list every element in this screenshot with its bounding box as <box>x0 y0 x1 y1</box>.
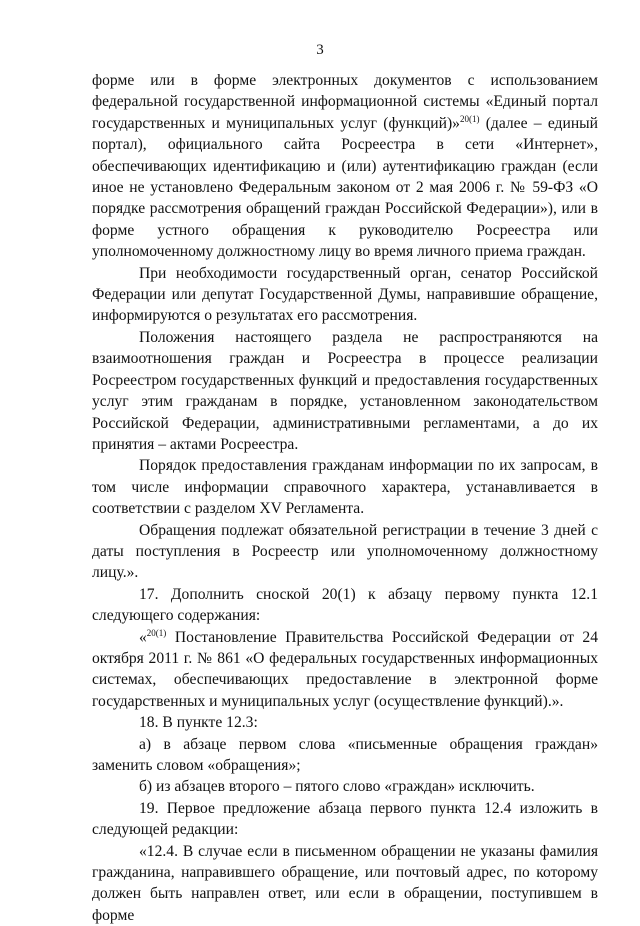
document-body <box>92 70 598 926</box>
paragraph-p2 <box>92 263 598 327</box>
paragraph-text: Постановление Правительства Российской Федерации от 24 октября 2011 г. № 861 «О федеральных государственных информационных системах, обеспечивающих предоставление в электронной форме государственных и муниципальных услуг (осуществление функций).». <box>92 628 598 710</box>
paragraph-text: форме или в форме электронных документов с использованием федеральной государственной информационной системы «Единый портал государственных и муниципальных услуг (функций)» <box>92 72 598 132</box>
paragraph-text: 19. Первое предложение абзаца первого пункта 12.4 изложить в следующей редакции: <box>92 799 598 839</box>
paragraph-p3 <box>92 327 598 455</box>
footnote-ref: 20(1) <box>146 627 167 638</box>
paragraph-p12 <box>92 841 598 926</box>
paragraph-text: Порядок предоставления гражданам информации по их запросам, в том числе информации справочного характера, устанавливается в соответствии с разделом XV Регламента. <box>92 457 598 518</box>
paragraph-text: Обращения подлежат обязательной регистрации в течение 3 дней с даты поступления в Росреестр или уполномоченному должностному лицу.». <box>92 521 598 582</box>
paragraph-p5 <box>92 520 598 584</box>
paragraph-p6 <box>92 584 598 627</box>
paragraph-text: « <box>139 628 147 646</box>
page-number: 3 <box>316 42 324 58</box>
paragraph-text: При необходимости государственный орган, сенатор Российской Федерации или депутат Государственной Думы, направившие обращение, информируются о результатах его рассмотрения. <box>92 264 598 325</box>
paragraph-text: 17. Дополнить сноской 20(1) к абзацу первому пункта 12.1 следующего содержания: <box>92 585 598 625</box>
paragraph-text: (далее – единый портал), официального сайта Росреестра в сети «Интернет», обеспечивающих идентификацию и (или) аутентификацию граждан (если иное не установлено Федеральным законом от 2 мая 2006 г. № 59-ФЗ «О порядке рассмотрения обращений граждан Российской Федерации»), или в форме устного обращения к руководителю Росреестра или уполномоченному должностному лицу во время личного приема граждан. <box>92 114 598 261</box>
paragraph-p9 <box>92 734 598 777</box>
paragraph-text: «12.4. В случае если в письменном обращении не указаны фамилия гражданина, направившего обращение, или почтовый адрес, по которому должен быть направлен ответ, или если в обращении, поступившем в форме <box>92 842 598 924</box>
paragraph-text: а) в абзаце первом слова «письменные обращения граждан» заменить словом «обращения»; <box>92 735 598 774</box>
paragraph-text: 18. В пункте 12.3: <box>139 714 258 732</box>
paragraph-p10 <box>92 776 598 797</box>
paragraph-p8 <box>92 712 598 733</box>
paragraph-text: Положения настоящего раздела не распространяются на взаимоотношения граждан и Росреестра в процессе реализации Росреестром государственных функций и предоставления государственных услуг этим гражданам в порядке, установленном законодательством Российской Федерации, административными регламентами, а до их принятия – актами Росреестра. <box>92 328 598 453</box>
footnote-ref: 20(1) <box>459 113 480 124</box>
paragraph-p11 <box>92 798 598 841</box>
paragraph-p1 <box>92 70 598 263</box>
paragraph-p4 <box>92 455 598 519</box>
paragraph-p7 <box>92 627 598 713</box>
paragraph-text: б) из абзацев второго – пятого слово «граждан» исключить. <box>139 778 535 796</box>
